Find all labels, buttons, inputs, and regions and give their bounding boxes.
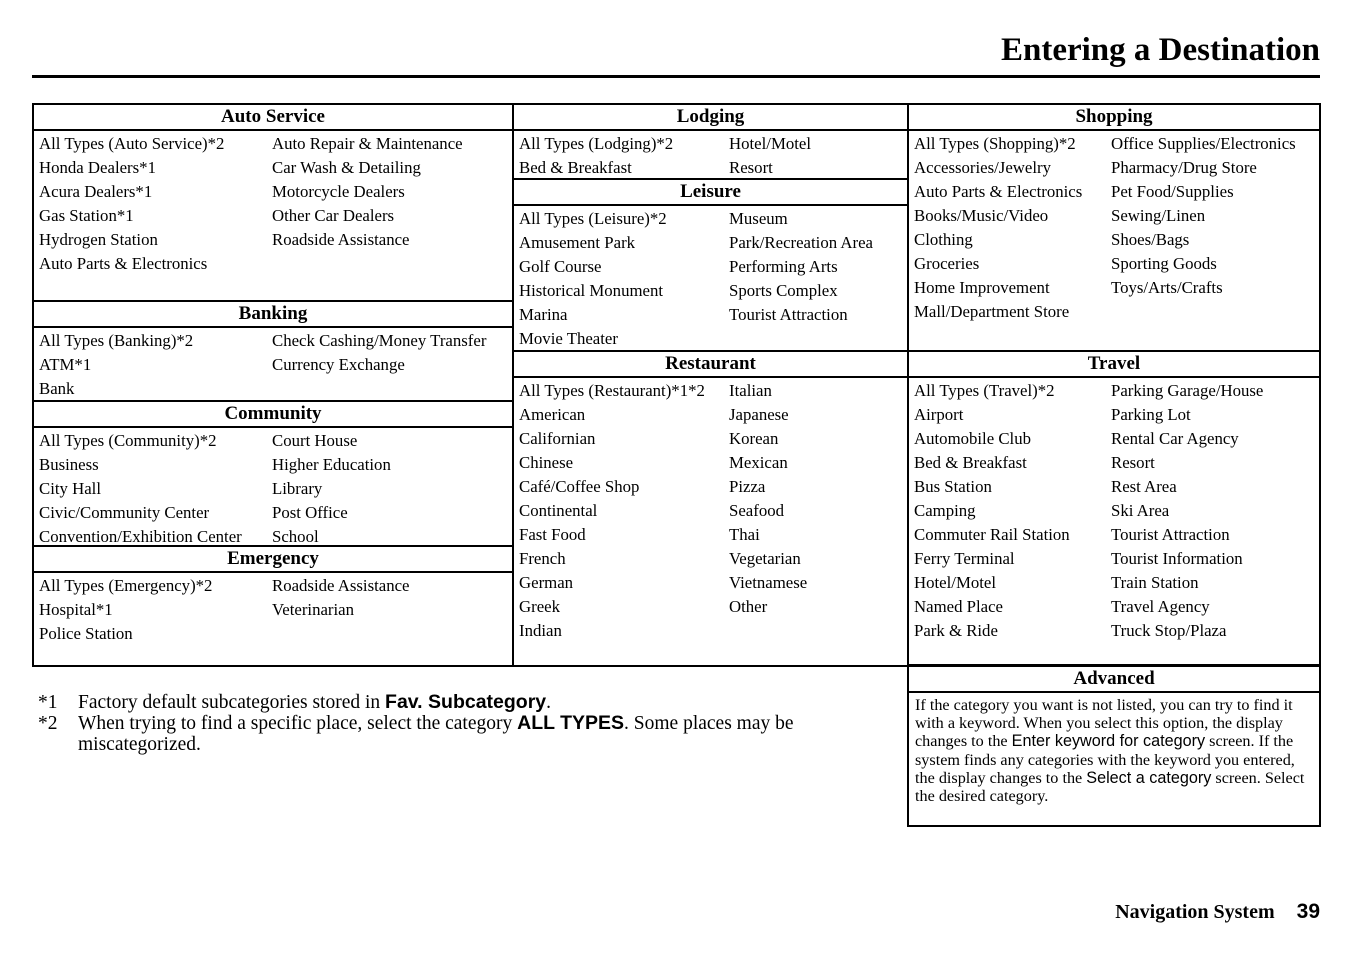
advanced-text-2: screen. If the system finds any categories with the keyword you entered, the display changes to the	[915, 732, 1295, 787]
category-column-right	[907, 103, 1321, 667]
category-item: Post Office	[272, 503, 348, 522]
category-item: Sewing/Linen	[1111, 206, 1206, 225]
category-item: All Types (Travel)*2	[914, 381, 1055, 400]
category-item: Rental Car Agency	[1111, 429, 1239, 448]
category-row	[519, 279, 907, 303]
section-heading: Banking	[34, 302, 512, 328]
category-item: Camping	[914, 501, 976, 520]
screen-name-enter-keyword: Enter keyword for category	[1011, 732, 1206, 751]
category-item: Court House	[272, 431, 358, 450]
category-item: Mexican	[729, 453, 788, 472]
footnote-mark: *1	[38, 692, 58, 713]
category-row	[519, 547, 907, 571]
category-item: Other	[729, 597, 768, 616]
category-row	[914, 475, 1319, 499]
category-item: All Types (Community)*2	[39, 431, 217, 450]
category-item: Tourist Information	[1111, 549, 1243, 568]
category-item: Tourist Attraction	[729, 305, 848, 324]
category-item: Pharmacy/Drug Store	[1111, 158, 1257, 177]
section-items	[34, 428, 512, 549]
category-item: Currency Exchange	[272, 355, 405, 374]
category-item: Korean	[729, 429, 779, 448]
section-auto-service	[34, 105, 512, 276]
footnote-emphasis: ALL TYPES	[517, 712, 625, 734]
category-item: Vietnamese	[729, 573, 808, 592]
category-item: Hydrogen Station	[39, 230, 158, 249]
category-row	[519, 132, 907, 156]
category-row	[914, 451, 1319, 475]
category-row	[519, 571, 907, 595]
category-item: Movie Theater	[519, 329, 618, 348]
category-item: Roadside Assistance	[272, 576, 410, 595]
category-row	[39, 477, 512, 501]
category-row	[39, 329, 512, 353]
category-row	[39, 377, 512, 401]
category-row	[914, 276, 1319, 300]
advanced-text-3: screen. Select the desired category.	[915, 768, 1305, 806]
category-item: Groceries	[914, 254, 980, 273]
category-item: All Types (Shopping)*2	[914, 134, 1076, 153]
category-item: Bed & Breakfast	[914, 453, 1027, 472]
section-items	[34, 573, 512, 646]
category-item: Italian	[729, 381, 772, 400]
page-number: 39	[1296, 900, 1320, 923]
category-item: Travel Agency	[1111, 597, 1210, 616]
category-item: Car Wash & Detailing	[272, 158, 421, 177]
category-item: All Types (Auto Service)*2	[39, 134, 225, 153]
category-item: Home Improvement	[914, 278, 1050, 297]
section-advanced	[907, 664, 1321, 827]
category-item: City Hall	[39, 479, 101, 498]
category-item: Seafood	[729, 501, 784, 520]
section-leisure	[514, 178, 907, 351]
category-item: ATM*1	[39, 355, 92, 374]
category-item: Mall/Department Store	[914, 302, 1070, 321]
category-item: Ski Area	[1111, 501, 1170, 520]
category-row	[39, 501, 512, 525]
category-row	[914, 547, 1319, 571]
category-row	[519, 427, 907, 451]
category-row	[914, 403, 1319, 427]
category-row	[519, 207, 907, 231]
section-items	[34, 328, 512, 401]
category-row	[914, 499, 1319, 523]
category-item: Police Station	[39, 624, 133, 643]
category-item: Historical Monument	[519, 281, 664, 300]
section-items	[909, 378, 1319, 643]
category-row	[914, 300, 1319, 324]
category-item: Other Car Dealers	[272, 206, 395, 225]
category-item: Bed & Breakfast	[519, 158, 632, 177]
section-community	[34, 400, 512, 549]
footnote-emphasis: Fav. Subcategory	[385, 691, 547, 713]
category-row	[519, 619, 907, 643]
category-row	[519, 403, 907, 427]
category-row	[519, 499, 907, 523]
category-row	[914, 204, 1319, 228]
category-item: Bus Station	[914, 477, 992, 496]
category-row	[39, 228, 512, 252]
category-row	[39, 252, 512, 276]
section-items	[514, 131, 907, 180]
category-row	[914, 379, 1319, 403]
footnote-text-part: When trying to find a specific place, select the category	[78, 713, 518, 734]
category-item: American	[519, 405, 586, 424]
section-heading: Advanced	[909, 666, 1319, 693]
category-row	[914, 619, 1319, 643]
category-item: Marina	[519, 305, 568, 324]
category-row	[519, 327, 907, 351]
category-item: German	[519, 573, 574, 592]
category-row	[519, 255, 907, 279]
category-row	[914, 427, 1319, 451]
category-row	[519, 595, 907, 619]
category-item: Toys/Arts/Crafts	[1111, 278, 1223, 297]
category-item: Performing Arts	[729, 257, 838, 276]
category-item: All Types (Leisure)*2	[519, 209, 667, 228]
category-item: Truck Stop/Plaza	[1111, 621, 1227, 640]
category-item: All Types (Banking)*2	[39, 331, 194, 350]
category-row	[914, 252, 1319, 276]
section-heading: Community	[34, 402, 512, 428]
category-row	[914, 595, 1319, 619]
category-row	[519, 303, 907, 327]
section-shopping	[909, 105, 1319, 324]
category-item: Accessories/Jewelry	[914, 158, 1051, 177]
category-item: Greek	[519, 597, 560, 616]
category-item: Resort	[729, 158, 773, 177]
category-item: Auto Repair & Maintenance	[272, 134, 463, 153]
footnote-text-end: .	[546, 692, 552, 713]
title-rule	[32, 75, 1320, 78]
category-item: Hospital*1	[39, 600, 113, 619]
category-row	[39, 180, 512, 204]
category-item: All Types (Lodging)*2	[519, 134, 674, 153]
category-row	[519, 156, 907, 180]
section-heading: Emergency	[34, 547, 512, 573]
category-item: Honda Dealers*1	[39, 158, 156, 177]
category-row	[914, 571, 1319, 595]
category-item: Resort	[1111, 453, 1155, 472]
category-item: Convention/Exhibition Center	[39, 527, 242, 546]
section-heading: Shopping	[909, 105, 1319, 131]
section-restaurant	[514, 350, 907, 643]
category-item: Automobile Club	[914, 429, 1032, 448]
section-heading: Leisure	[514, 180, 907, 206]
footnote-text-end: . Some places may be miscategorized.	[78, 713, 794, 755]
category-item: Pet Food/Supplies	[1111, 182, 1234, 201]
advanced-description	[909, 693, 1319, 805]
section-heading: Restaurant	[514, 352, 907, 378]
category-item: French	[519, 549, 566, 568]
category-item: Fast Food	[519, 525, 586, 544]
category-item: Vegetarian	[729, 549, 801, 568]
category-item: Chinese	[519, 453, 574, 472]
category-item: Californian	[519, 429, 596, 448]
category-item: Bank	[39, 379, 75, 398]
category-item: Pizza	[729, 477, 766, 496]
category-column-left	[32, 103, 514, 667]
category-row	[39, 622, 512, 646]
category-item: Clothing	[914, 230, 973, 249]
category-item: Check Cashing/Money Transfer	[272, 331, 487, 350]
page-footer	[1115, 899, 1320, 925]
category-item: Park/Recreation Area	[729, 233, 873, 252]
category-item: Parking Garage/House	[1111, 381, 1264, 400]
section-items	[514, 206, 907, 351]
category-item: Tourist Attraction	[1111, 525, 1230, 544]
category-row	[914, 132, 1319, 156]
category-item: All Types (Restaurant)*1*2	[519, 381, 705, 400]
footnote-mark: *2	[38, 713, 58, 734]
category-item: Auto Parts & Electronics	[914, 182, 1083, 201]
footer-section-name: Navigation System	[1115, 901, 1275, 923]
category-row	[39, 156, 512, 180]
category-row	[39, 353, 512, 377]
page-title: Entering a Destination	[1000, 32, 1320, 68]
category-column-middle	[512, 103, 909, 667]
category-item: Thai	[729, 525, 760, 544]
category-item: Higher Education	[272, 455, 391, 474]
category-item: School	[272, 527, 319, 546]
section-heading: Lodging	[514, 105, 907, 131]
category-item: Named Place	[914, 597, 1003, 616]
category-item: Auto Parts & Electronics	[39, 254, 208, 273]
category-item: Motorcycle Dealers	[272, 182, 405, 201]
category-item: Rest Area	[1111, 477, 1177, 496]
category-item: Park & Ride	[914, 621, 998, 640]
section-items	[514, 378, 907, 643]
category-item: Gas Station*1	[39, 206, 134, 225]
category-row	[519, 475, 907, 499]
category-row	[519, 451, 907, 475]
category-row	[519, 231, 907, 255]
category-row	[39, 132, 512, 156]
footnote-1	[38, 692, 858, 713]
section-banking	[34, 300, 512, 401]
screen-name-select-category: Select a category	[1086, 768, 1212, 787]
category-item: Veterinarian	[272, 600, 354, 619]
category-row	[39, 574, 512, 598]
category-row	[914, 180, 1319, 204]
category-item: Train Station	[1111, 573, 1199, 592]
section-items	[34, 131, 512, 276]
category-row	[519, 523, 907, 547]
category-item: Japanese	[729, 405, 789, 424]
category-row	[39, 453, 512, 477]
section-heading: Travel	[909, 352, 1319, 378]
category-row	[914, 156, 1319, 180]
category-item: All Types (Emergency)*2	[39, 576, 213, 595]
category-item: Golf Course	[519, 257, 602, 276]
footnotes	[38, 692, 858, 755]
category-item: Hotel/Motel	[914, 573, 997, 592]
category-item: Shoes/Bags	[1111, 230, 1190, 249]
category-item: Continental	[519, 501, 598, 520]
category-item: Civic/Community Center	[39, 503, 210, 522]
category-row	[914, 228, 1319, 252]
section-heading: Auto Service	[34, 105, 512, 131]
category-row	[39, 598, 512, 622]
category-item: Office Supplies/Electronics	[1111, 134, 1296, 153]
footnote-2	[38, 713, 858, 755]
section-emergency	[34, 545, 512, 646]
category-item: Roadside Assistance	[272, 230, 410, 249]
category-item: Amusement Park	[519, 233, 636, 252]
category-item: Business	[39, 455, 99, 474]
category-item: Acura Dealers*1	[39, 182, 153, 201]
category-item: Indian	[519, 621, 562, 640]
category-item: Sports Complex	[729, 281, 838, 300]
category-item: Library	[272, 479, 323, 498]
category-item: Commuter Rail Station	[914, 525, 1070, 544]
category-row	[914, 523, 1319, 547]
footnote-text-part: Factory default subcategories stored in	[78, 692, 386, 713]
category-item: Hotel/Motel	[729, 134, 812, 153]
category-item: Sporting Goods	[1111, 254, 1217, 273]
category-item: Café/Coffee Shop	[519, 477, 640, 496]
category-row	[519, 379, 907, 403]
advanced-text-1: If the category you want is not listed, you can try to find it with a keyword. When you select this option, the display changes to the	[915, 696, 1293, 751]
category-row	[39, 204, 512, 228]
footnote-text	[78, 713, 858, 755]
section-travel	[909, 350, 1319, 643]
category-item: Ferry Terminal	[914, 549, 1015, 568]
category-item: Museum	[729, 209, 788, 228]
category-row	[39, 429, 512, 453]
category-item: Parking Lot	[1111, 405, 1191, 424]
category-item: Books/Music/Video	[914, 206, 1049, 225]
section-items	[909, 131, 1319, 324]
category-item: Airport	[914, 405, 964, 424]
footnote-text	[78, 692, 858, 713]
section-lodging	[514, 105, 907, 180]
